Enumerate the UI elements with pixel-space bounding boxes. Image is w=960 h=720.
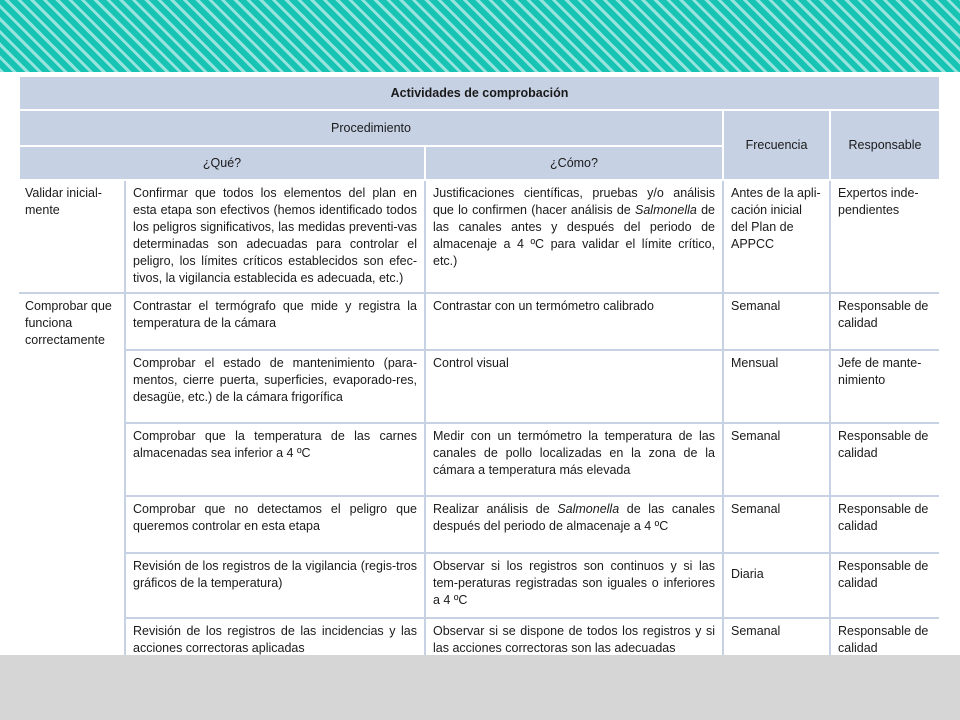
que-cell: Revisión de los registros de la vigilancia (regis-tros gráficos de la temperatura)	[125, 553, 425, 618]
que-cell: Contrastar el termógrafo que mide y registra la temperatura de la cámara	[125, 293, 425, 350]
como-header: ¿Cómo?	[425, 146, 723, 180]
table-row	[19, 350, 939, 423]
como-cell: Control visual	[425, 350, 723, 423]
frecuencia-cell: Semanal	[723, 423, 830, 496]
como-text: de las canales después del periodo de almacenaje a 4 ºC	[433, 502, 715, 533]
como-cell: Medir con un termómetro la temperatura de las canales de pollo localizadas en la zona de la cámara a temperatura más elevada	[425, 423, 723, 496]
verification-activities-table	[18, 75, 939, 655]
frecuencia-cell: Semanal	[723, 293, 830, 350]
que-header: ¿Qué?	[19, 146, 425, 180]
que-cell: Confirmar que todos los elementos del plan en esta etapa son efectivos (hemos identificado todos los peligros significativos, las medidas preventi-vas determinadas son adecuadas para controlar el peligro, los límites críticos establecidos son efec-tivos, la vigilancia establecida es adecuada, etc.)	[125, 180, 425, 293]
table-row	[19, 293, 939, 350]
como-text: Justificaciones científicas, pruebas y/o análisis que lo confirmen (hacer análisis de	[433, 186, 715, 217]
activity-label-validate: Validar inicial-mente	[19, 180, 125, 293]
que-cell: Comprobar el estado de mantenimiento (para-mentos, cierre puerta, superficies, evaporado-res, desagüe, etc.) de la cámara frigorífica	[125, 350, 425, 423]
como-cell	[425, 180, 723, 293]
como-cell: Observar si se dispone de todos los registros y si las acciones correctoras son las adecuadas	[425, 618, 723, 655]
que-cell: Comprobar que la temperatura de las carnes almacenadas sea inferior a 4 ºC	[125, 423, 425, 496]
table-row	[19, 180, 939, 293]
procedimiento-header: Procedimiento	[19, 110, 723, 146]
table-title: Actividades de comprobación	[19, 76, 939, 110]
que-cell: Comprobar que no detectamos el peligro que queremos controlar en esta etapa	[125, 496, 425, 553]
responsable-header: Responsable	[830, 110, 939, 180]
table-row	[19, 553, 939, 618]
como-cell: Observar si los registros son continuos y si las tem-peraturas registradas son iguales o inferiores a 4 ºC	[425, 553, 723, 618]
frecuencia-cell: Semanal	[723, 496, 830, 553]
como-text: de las canales antes y después del periodo de almacenaje a 4 ºC para validar el límite crítico, etc.)	[433, 203, 715, 268]
como-italic-text: Salmonella	[635, 203, 697, 217]
decorative-header-band	[0, 0, 960, 72]
responsable-cell: Responsable de calidad	[830, 553, 939, 618]
como-cell	[425, 496, 723, 553]
responsable-cell: Responsable de calidad	[830, 423, 939, 496]
verification-table-area	[18, 75, 939, 655]
table-row	[19, 496, 939, 553]
frecuencia-cell: Semanal	[723, 618, 830, 655]
table-row	[19, 423, 939, 496]
frecuencia-cell: Antes de la apli-cación inicial del Plan de APPCC	[723, 180, 830, 293]
como-text: Realizar análisis de	[433, 502, 558, 516]
activity-label-check: Comprobar que funciona correctamente	[19, 293, 125, 655]
como-cell: Contrastar con un termómetro calibrado	[425, 293, 723, 350]
que-cell: Revisión de los registros de las incidencias y las acciones correctoras aplicadas	[125, 618, 425, 655]
frecuencia-cell: Diaria	[723, 553, 830, 618]
footer-band	[0, 655, 960, 720]
responsable-cell: Jefe de mante-nimiento	[830, 350, 939, 423]
frecuencia-header: Frecuencia	[723, 110, 830, 180]
table-row	[19, 618, 939, 655]
responsable-cell: Expertos inde-pendientes	[830, 180, 939, 293]
responsable-cell: Responsable de calidad	[830, 618, 939, 655]
frecuencia-cell: Mensual	[723, 350, 830, 423]
responsable-cell: Responsable de calidad	[830, 293, 939, 350]
como-italic-text: Salmonella	[557, 502, 620, 516]
responsable-cell: Responsable de calidad	[830, 496, 939, 553]
